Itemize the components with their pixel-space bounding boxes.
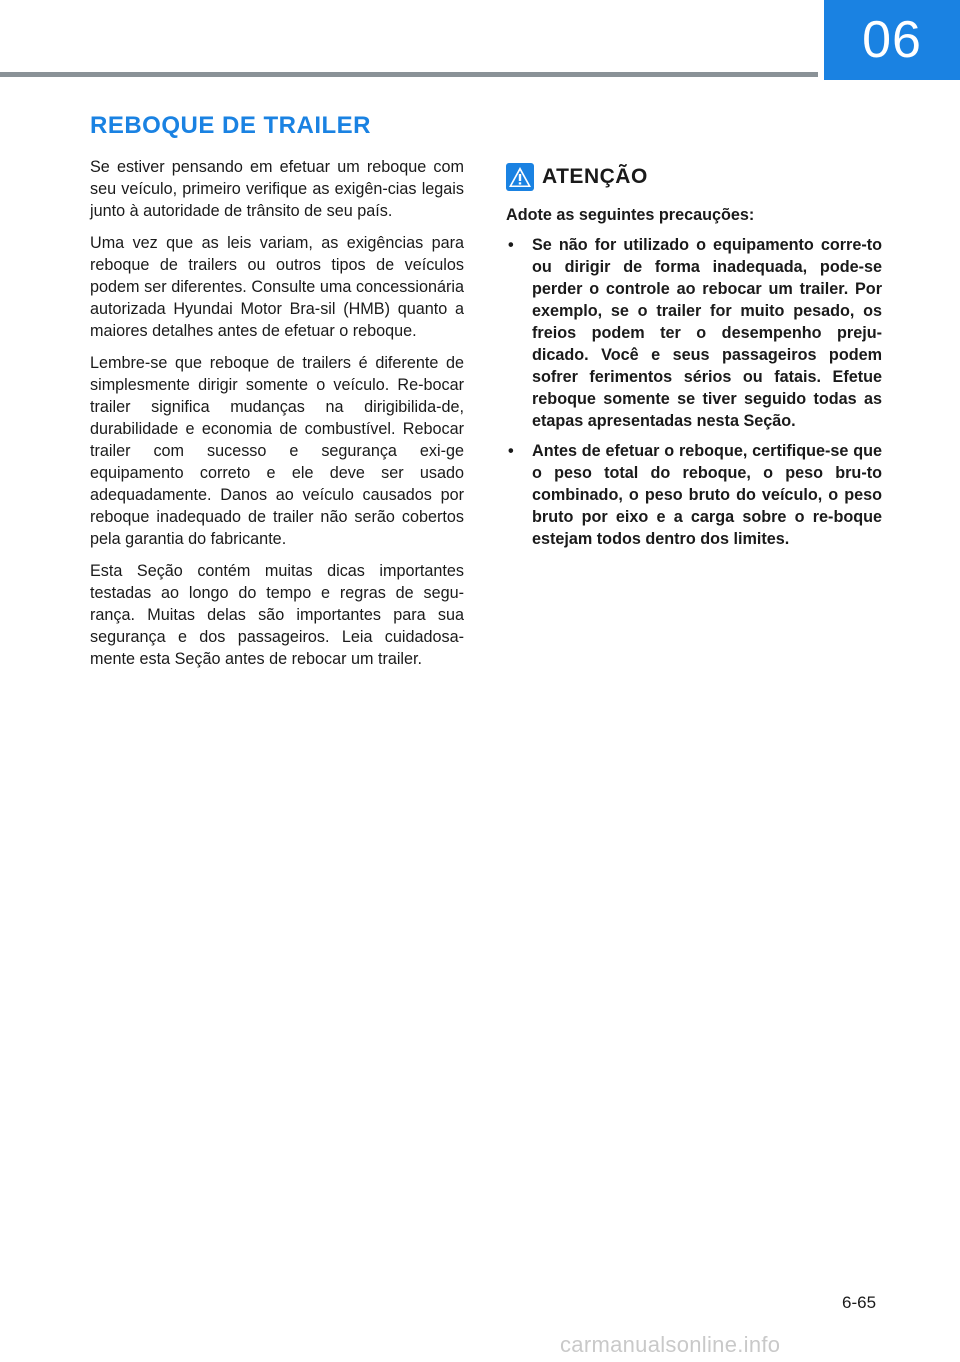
page-number: 6-65: [842, 1293, 877, 1312]
bullet-marker: •: [508, 442, 514, 460]
warning-triangle-icon: [506, 163, 534, 191]
chapter-number: 06: [862, 11, 922, 69]
body-paragraph-4: Esta Seção contém muitas dicas importantes testadas ao longo do tempo e regras de segu-rança. Muitas delas são importantes para sua segurança e dos passageiros. Leia cuidadosa-mente esta Seção antes de rebocar um trailer.: [90, 562, 464, 668]
watermark: carmanualsonline.info: [560, 1332, 781, 1357]
warning-intro: Adote as seguintes precauções:: [506, 206, 755, 224]
body-paragraph-2: Uma vez que as leis variam, as exigências para reboque de trailers ou outros tipos de veículos podem ser diferentes. Consulte uma concessionária autorizada Hyundai Motor Bra-sil (HMB) quanto a maiores detalhes antes de efetuar o reboque.: [90, 234, 464, 340]
warning-item-1: [506, 234, 882, 432]
chapter-tab: [824, 0, 960, 80]
body-paragraph-1: Se estiver pensando em efetuar um reboque com seu veículo, primeiro verifique as exigên-cias legais junto à autoridade de trânsito de seu país.: [90, 158, 464, 220]
warning-title: ATENÇÃO: [542, 165, 648, 188]
body-column: [90, 156, 464, 680]
warning-item-text: Se não for utilizado o equipamento corre-to ou dirigir de forma inadequada, pode-se perder o controle ao rebocar um trailer. Por exemplo, se o trailer for muito pesado, os freios podem ter o desempenho preju-dicado. Você e seus passageiros podem sofrer ferimentos sérios ou fatais. Efetue reboque somente se tiver seguido todas as etapas apresentadas nesta Seção.: [532, 236, 882, 430]
header-rule: [0, 72, 818, 77]
warning-item-text: Antes de efetuar o reboque, certifique-se que o peso total do reboque, o peso bru-to combinado, o peso bruto do veículo, o peso bruto por eixo e a carga sobre o re-boque estejam todos dentro dos limites.: [532, 442, 882, 548]
section-title: REBOQUE DE TRAILER: [90, 112, 372, 139]
warning-box: [506, 160, 882, 558]
bullet-marker: •: [508, 236, 514, 254]
warning-item-2: [506, 440, 882, 550]
warning-list: [506, 234, 882, 550]
body-paragraph-3: Lembre-se que reboque de trailers é diferente de simplesmente dirigir somente o veículo. Re-bocar trailer significa mudanças na dirigibilida-de, durabilidade e economia de combustível. Rebocar trailer com sucesso e segurança exi-ge equipamento correto e ele deve ser usado adequadamente. Danos ao veículo causados por reboque inadequado de trailer não serão cobertos pela garantia do fabricante.: [90, 354, 464, 548]
warning-header: [506, 160, 882, 194]
